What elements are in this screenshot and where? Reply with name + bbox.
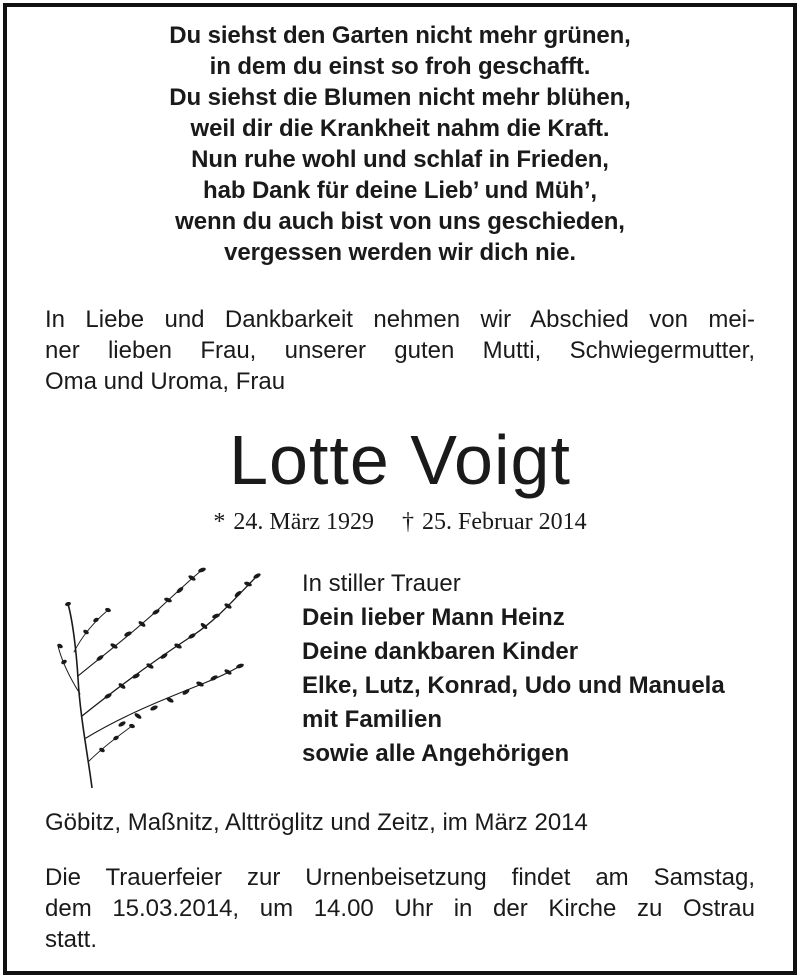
- poem-line: in dem du einst so froh geschafft.: [209, 53, 591, 80]
- death-date: 25. Februar 2014: [422, 509, 587, 535]
- poem-line: weil dir die Krankheit nahm die Kraft.: [190, 115, 610, 142]
- poem: [0, 20, 800, 268]
- poem-line: vergessen werden wir dich nie.: [224, 239, 576, 266]
- funeral-line: Die Trauerfeier zur Urnenbeisetzung findet am Samstag,: [45, 864, 755, 891]
- intro-text: [45, 304, 755, 397]
- poem-line: wenn du auch bist von uns geschieden,: [175, 208, 625, 235]
- poem-line: hab Dank für deine Lieb’ und Müh’,: [203, 177, 597, 204]
- deceased-name: Lotte Voigt: [229, 421, 571, 499]
- intro-line: ner lieben Frau, unserer guten Mutti, Schwiegermutter,: [45, 337, 755, 364]
- birth-symbol: *: [213, 509, 226, 535]
- funeral-line: statt.: [45, 926, 98, 953]
- birth-date: 24. März 1929: [233, 509, 374, 535]
- poem-line: Nun ruhe wohl und schlaf in Frieden,: [191, 146, 609, 173]
- leafy-branch-icon: [52, 566, 264, 788]
- place-and-date: Göbitz, Maßnitz, Alttröglitz und Zeitz, im März 2014: [45, 809, 588, 836]
- mourner-line: Deine dankbaren Kinder: [302, 638, 579, 665]
- mourners-block: [302, 567, 772, 771]
- poem-line: Du siehst den Garten nicht mehr grünen,: [169, 22, 631, 49]
- poem-line: Du siehst die Blumen nicht mehr blühen,: [169, 84, 631, 111]
- mourner-line: mit Familien: [302, 706, 443, 733]
- mourner-line: Dein lieber Mann Heinz: [302, 604, 565, 631]
- death-symbol: †: [402, 509, 414, 535]
- intro-line: In Liebe und Dankbarkeit nehmen wir Abschied von mei-: [45, 306, 755, 333]
- mourner-line: sowie alle Angehörigen: [302, 740, 570, 767]
- intro-line: Oma und Uroma, Frau: [45, 368, 286, 395]
- mourner-line: Elke, Lutz, Konrad, Udo und Manuela: [302, 672, 725, 699]
- funeral-line: dem 15.03.2014, um 14.00 Uhr in der Kirche zu Ostrau: [45, 895, 755, 922]
- mourners-heading: In stiller Trauer: [302, 570, 461, 597]
- funeral-notice: [45, 862, 755, 955]
- life-dates: [0, 507, 800, 537]
